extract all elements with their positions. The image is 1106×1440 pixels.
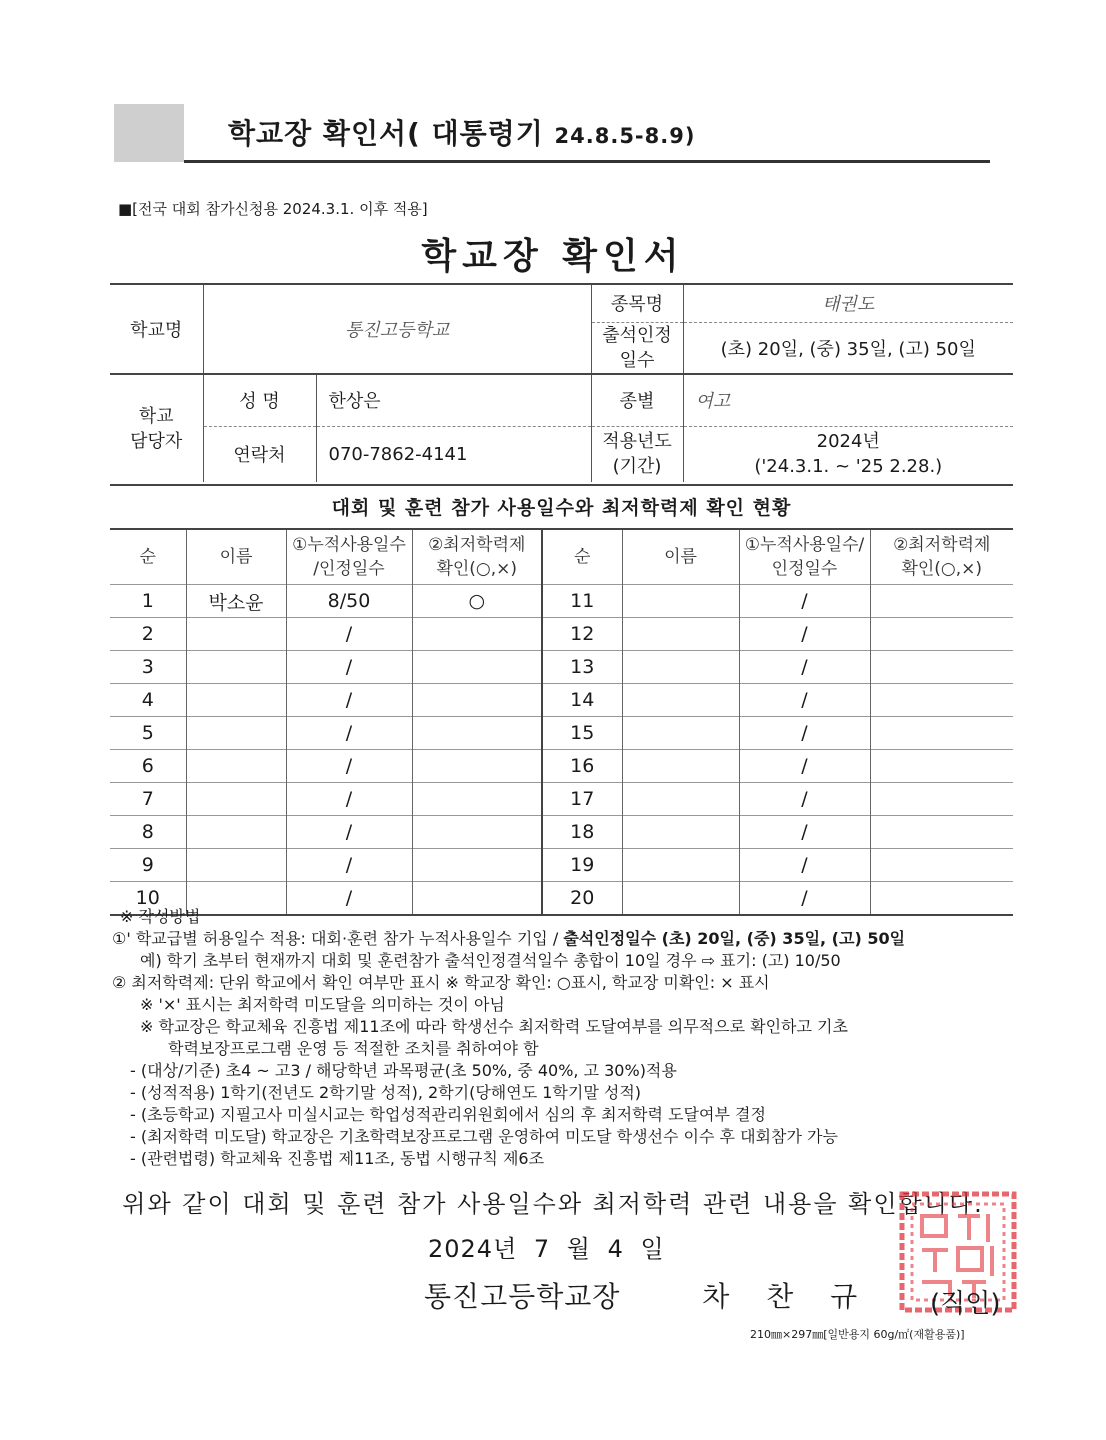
row-check — [870, 816, 1013, 849]
school-value: 통진고등학교 — [203, 284, 591, 374]
table-header-row — [110, 529, 1013, 585]
row-check — [412, 750, 542, 783]
table-row — [110, 651, 1013, 684]
row-number: 3 — [110, 651, 186, 684]
header-gray-block — [114, 104, 184, 162]
note-line: - (초등학교) 지필고사 미실시교는 학업성적관리위원회에서 심의 후 최저학력 도달여부 결정 — [130, 1105, 766, 1124]
row-number: 10 — [110, 882, 186, 916]
row-days: / — [739, 783, 870, 816]
row-days: / — [286, 783, 412, 816]
table-row — [110, 684, 1013, 717]
note-line: 학력보장프로그램 운영 등 적절한 조치를 취하여야 함 — [168, 1039, 539, 1058]
table-row — [110, 816, 1013, 849]
row-days: / — [739, 849, 870, 882]
year-cell — [683, 426, 1013, 482]
row-name — [186, 651, 286, 684]
note-line — [112, 928, 1012, 950]
row-check — [412, 783, 542, 816]
section-title: 대회 및 훈련 참가 사용일수와 최저학력제 확인 현황 — [110, 484, 1013, 530]
contact-label: 연락처 — [203, 426, 316, 482]
row-number: 7 — [110, 783, 186, 816]
row-days: / — [286, 750, 412, 783]
table-row — [110, 849, 1013, 882]
row-name — [622, 717, 739, 750]
header-no-right: 순 — [542, 529, 622, 585]
row-check — [870, 585, 1013, 618]
row-name: 박소윤 — [186, 585, 286, 618]
header-name: 이름 — [186, 529, 286, 585]
row-name — [622, 750, 739, 783]
row-check — [870, 783, 1013, 816]
row-check — [870, 750, 1013, 783]
row-number: 18 — [542, 816, 622, 849]
note-line: - (관련법령) 학교체육 진흥법 제11조, 동법 시행규칙 제6조 — [130, 1149, 545, 1168]
note-line: ※ 학교장은 학교체육 진흥법 제11조에 따라 학생선수 최저학력 도달여부를 의무적으로 확인하고 기초 — [140, 1017, 848, 1036]
row-days: / — [739, 882, 870, 916]
row-check: ○ — [412, 585, 542, 618]
row-name — [186, 684, 286, 717]
row-number: 16 — [542, 750, 622, 783]
table-row — [110, 618, 1013, 651]
header-underline — [184, 160, 990, 163]
principal-school: 통진고등학교장 — [424, 1280, 621, 1313]
table-row — [110, 750, 1013, 783]
row-days: / — [739, 585, 870, 618]
note-bold-text: 출석인정일수 (초) 20일, (중) 35일, (고) 50일 — [563, 929, 906, 948]
row-days: / — [739, 717, 870, 750]
row-number: 12 — [542, 618, 622, 651]
note-line: - (최저학력 미도달) 학교장은 기초학력보장프로그램 운영하여 미도달 학생선수 이수 후 대회참가 가능 — [130, 1127, 838, 1146]
row-days: / — [286, 816, 412, 849]
row-name — [186, 816, 286, 849]
row-number: 8 — [110, 816, 186, 849]
header-name-right: 이름 — [622, 529, 739, 585]
row-days: / — [739, 816, 870, 849]
header-date-range: 24.8.5-8.9) — [554, 124, 696, 148]
paper-spec-note: 210㎜×297㎜[일반용지 60g/㎡(재활용품)] — [750, 1328, 965, 1341]
row-number: 2 — [110, 618, 186, 651]
header-days: ①누적사용일수 /인정일수 — [286, 529, 412, 585]
header-check-right: ②최저학력제 확인(○,×) — [870, 529, 1013, 585]
writing-notes — [112, 906, 1012, 1170]
row-number: 19 — [542, 849, 622, 882]
row-days: / — [286, 717, 412, 750]
table-row — [110, 717, 1013, 750]
type-value: 여고 — [683, 374, 1013, 426]
table-row — [110, 585, 1013, 618]
row-check — [870, 717, 1013, 750]
row-days: / — [739, 684, 870, 717]
row-number: 6 — [110, 750, 186, 783]
note-line: - (대상/기준) 초4 ~ 고3 / 해당학년 과목평균(초 50%, 중 40%, 고 30%)적용 — [130, 1061, 677, 1080]
row-number: 1 — [110, 585, 186, 618]
row-check — [870, 651, 1013, 684]
row-name — [622, 684, 739, 717]
row-number: 9 — [110, 849, 186, 882]
attendance-value: (초) 20일, (중) 35일, (고) 50일 — [683, 322, 1013, 374]
row-days: / — [286, 651, 412, 684]
school-label: 학교명 — [110, 284, 203, 374]
row-number: 17 — [542, 783, 622, 816]
row-days: / — [286, 849, 412, 882]
row-number: 15 — [542, 717, 622, 750]
row-name — [622, 816, 739, 849]
row-name — [186, 783, 286, 816]
row-name — [186, 717, 286, 750]
row-check — [412, 717, 542, 750]
row-days: / — [739, 618, 870, 651]
header-title — [228, 112, 695, 152]
principal-name: 차 찬 규 — [702, 1280, 872, 1313]
row-number: 13 — [542, 651, 622, 684]
row-check — [870, 849, 1013, 882]
header-no: 순 — [110, 529, 186, 585]
name-value: 한상은 — [316, 374, 591, 426]
name-label: 성 명 — [203, 374, 316, 426]
header-check: ②최저학력제 확인(○,×) — [412, 529, 542, 585]
header-days-right: ①누적사용일수/ 인정일수 — [739, 529, 870, 585]
sport-value: 태권도 — [683, 284, 1013, 322]
row-name — [186, 618, 286, 651]
document-title: 학교장 확인서 — [421, 236, 685, 277]
row-number: 5 — [110, 717, 186, 750]
row-check — [412, 684, 542, 717]
row-check — [870, 684, 1013, 717]
note-line: 예) 학기 초부터 현재까지 대회 및 훈련참가 출석인정결석일수 총합이 10일 경우 ⇨ 표기: (고) 10/50 — [140, 951, 841, 970]
contact-value: 070-7862-4141 — [316, 426, 591, 482]
confirmation-text: 위와 같이 대회 및 훈련 참가 사용일수와 최저학력 관련 내용을 확인합니다. — [122, 1190, 984, 1218]
participation-table — [110, 528, 1013, 916]
row-days: / — [286, 618, 412, 651]
row-name — [622, 618, 739, 651]
principal-signature-line — [424, 1275, 871, 1315]
row-check — [412, 816, 542, 849]
sport-label: 종목명 — [591, 284, 683, 322]
row-days: / — [739, 651, 870, 684]
row-name — [186, 849, 286, 882]
row-name — [186, 750, 286, 783]
info-table — [110, 283, 1013, 482]
seal-label: (직인) — [930, 1289, 1001, 1319]
row-days: / — [286, 684, 412, 717]
signature-date: 2024년 7 월 4 일 — [428, 1235, 665, 1263]
row-name — [622, 585, 739, 618]
note-line: - (성적적용) 1학기(전년도 2학기말 성적), 2학기(당해연도 1학기말 성적) — [130, 1083, 642, 1102]
row-days: / — [286, 882, 412, 916]
table-row — [110, 783, 1013, 816]
row-number: 11 — [542, 585, 622, 618]
notes-heading: ※ 작성방법 — [120, 907, 201, 926]
row-days: / — [739, 750, 870, 783]
category-note: ■[전국 대회 참가신청용 2024.3.1. 이후 적용] — [118, 200, 428, 218]
row-check — [412, 651, 542, 684]
manager-label: 학교 담당자 — [110, 374, 203, 482]
year-label: 적용년도 (기간) — [591, 426, 683, 482]
row-days: 8/50 — [286, 585, 412, 618]
note-text: ①' 학교급별 허용일수 적용: 대회·훈련 참가 누적사용일수 기입 / — [112, 929, 564, 948]
row-number: 14 — [542, 684, 622, 717]
period-value: ('24.3.1. ~ '25 2.28.) — [754, 456, 943, 478]
row-name — [622, 651, 739, 684]
row-name — [622, 783, 739, 816]
note-line: ※ '×' 표시는 최저학력 미도달을 의미하는 것이 아님 — [140, 995, 505, 1014]
row-number: 20 — [542, 882, 622, 916]
type-label: 종별 — [591, 374, 683, 426]
row-number: 4 — [110, 684, 186, 717]
row-check — [412, 618, 542, 651]
header-title-text: 학교장 확인서( 대통령기 — [228, 117, 544, 150]
attendance-label: 출석인정 일수 — [591, 322, 683, 374]
row-name — [622, 849, 739, 882]
row-check — [412, 849, 542, 882]
year-value: 2024년 — [816, 431, 880, 453]
note-line: ② 최저학력제: 단위 학교에서 확인 여부만 표시 ※ 학교장 확인: ○표시, 학교장 미확인: × 표시 — [112, 973, 770, 992]
row-check — [870, 618, 1013, 651]
